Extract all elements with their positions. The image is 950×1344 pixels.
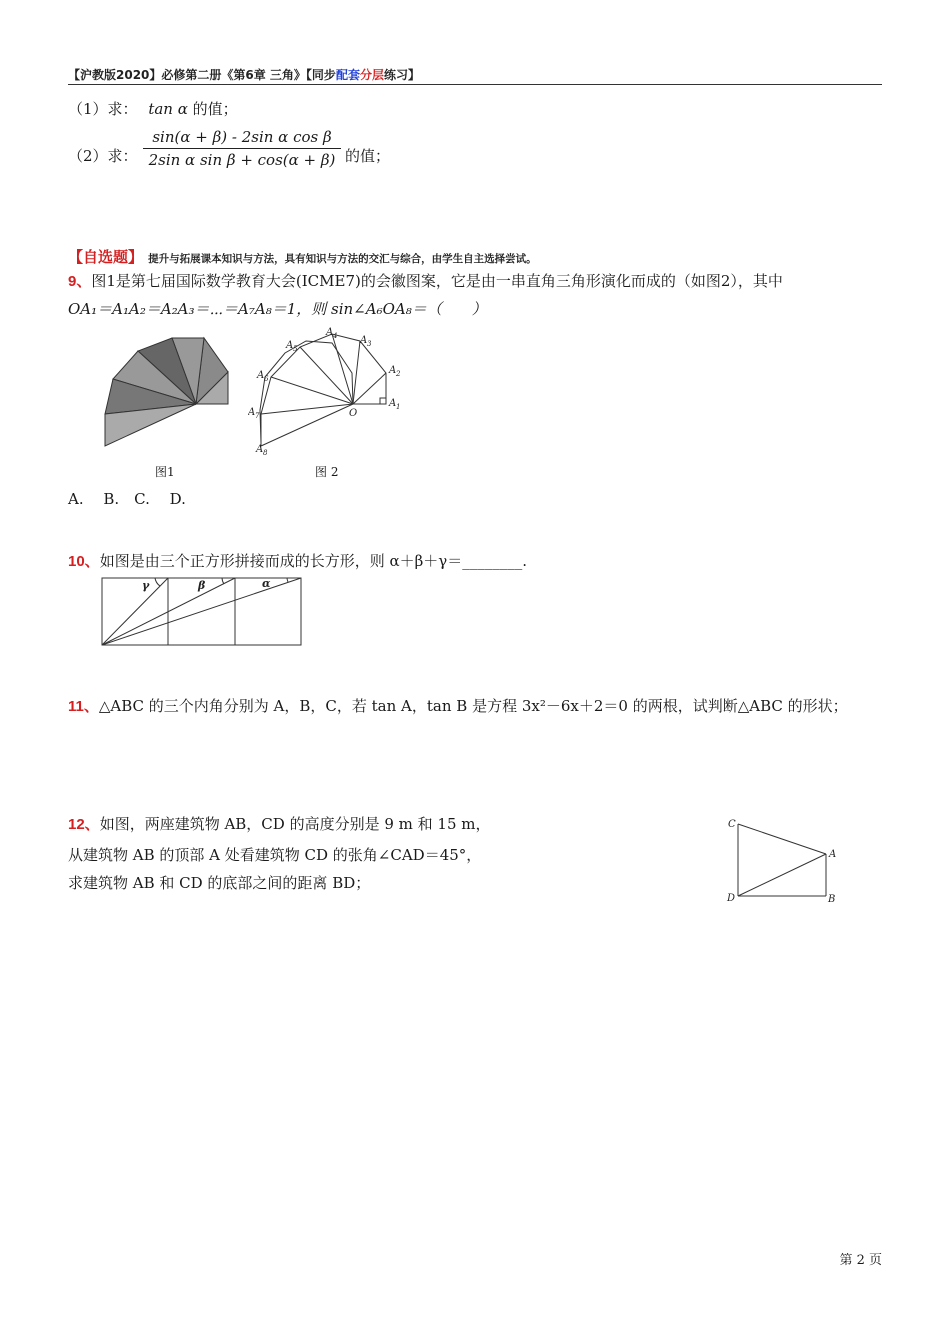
fig2-label-O: O bbox=[349, 408, 358, 419]
q10-label-beta: β bbox=[198, 579, 206, 592]
svg-text:8: 8 bbox=[263, 449, 268, 457]
fig2-ray-OA2 bbox=[353, 373, 386, 404]
fig2-right-angle-A1 bbox=[380, 398, 386, 404]
header-tail: 练习】 bbox=[383, 68, 420, 82]
header-highlight-red: 分层 bbox=[359, 68, 384, 82]
section-heading bbox=[68, 246, 537, 267]
fig2-caption: 图 2 bbox=[315, 465, 339, 479]
header-rule bbox=[68, 84, 882, 85]
q10-arc-alpha bbox=[287, 578, 288, 582]
q12-line-DA bbox=[738, 854, 826, 896]
svg-text:3: 3 bbox=[367, 340, 372, 348]
q9-options: A. B. C. D. bbox=[68, 490, 186, 508]
sub2-fraction bbox=[143, 128, 341, 169]
section-desc: 提升与拓展课本知识与方法，具有知识与方法的交汇与综合，由学生自主选择尝试。 bbox=[148, 253, 537, 265]
q12-line-CA bbox=[738, 824, 826, 854]
q12-line3: 求建筑物 AB 和 CD 的底部之间的距离 BD； bbox=[68, 874, 371, 892]
q10-line bbox=[68, 550, 527, 571]
svg-text:2: 2 bbox=[396, 370, 401, 378]
q12-label-D: D bbox=[727, 893, 736, 904]
fig2-label-A8: A bbox=[256, 444, 264, 455]
fig1-caption: 图1 bbox=[155, 465, 175, 479]
fig2-label-A5: A bbox=[286, 340, 294, 351]
q12-line1 bbox=[68, 813, 491, 834]
fig2-label-A6: A bbox=[257, 370, 265, 381]
fig2-label-A3: A bbox=[360, 335, 368, 346]
svg-text:4: 4 bbox=[333, 332, 338, 340]
sub2-denominator: 2sin α sin β + cos(α + β) bbox=[148, 151, 336, 169]
fig2-label-A1: A bbox=[389, 398, 397, 409]
sub2-label: （2）求： bbox=[68, 147, 138, 165]
q9-text1: 图1是第七届国际数学教育大会(ICME7)的会徽图案，它是由一串直角三角形演化而成的（如图2），其中 bbox=[91, 272, 783, 290]
q12-number: 12、 bbox=[68, 816, 100, 833]
sub1-label: （1）求： bbox=[68, 100, 138, 118]
svg-text:7: 7 bbox=[255, 412, 260, 420]
q10-figure bbox=[100, 576, 304, 648]
sub1-expr: tan α bbox=[148, 100, 188, 118]
page-number: 第 2 页 bbox=[839, 1253, 882, 1268]
fig2-ray-OA8 bbox=[261, 404, 353, 446]
q12-text1: 如图，两座建筑物 AB，CD 的高度分别是 9 m 和 15 m， bbox=[99, 815, 491, 833]
q9-figure2 bbox=[248, 322, 408, 460]
fig2-ray-OA3 bbox=[353, 341, 360, 404]
svg-text:6: 6 bbox=[264, 375, 269, 383]
q12-label-C: C bbox=[728, 819, 736, 830]
q12-figure bbox=[724, 814, 844, 908]
fig2-label-A4: A bbox=[326, 327, 334, 338]
q10-label-gamma: γ bbox=[142, 579, 150, 592]
q10-number: 10、 bbox=[68, 553, 100, 570]
sub2-tail: 的值； bbox=[345, 147, 391, 165]
q11-line bbox=[68, 695, 848, 716]
q10-arc-gamma bbox=[155, 578, 160, 586]
q10-label-alpha: α bbox=[262, 577, 271, 590]
section-tag: 【自选题】 bbox=[68, 248, 144, 266]
q11-text: △ABC 的三个内角分别为 A，B，C，若 tan A，tan B 是方程 3x²－6x＋2＝0 的两根，试判断△ABC 的形状； bbox=[98, 697, 848, 715]
fraction-bar bbox=[143, 148, 341, 149]
fig2-outer-path bbox=[260, 341, 386, 443]
header-highlight-blue: 配套 bbox=[335, 68, 360, 82]
q12-label-B: B bbox=[828, 894, 836, 905]
q9-line2: OA₁＝A₁A₂＝A₂A₃＝⋯＝A₇A₈＝1，则 sin∠A₆OA₈＝（ ） bbox=[68, 300, 487, 318]
q12-line2: 从建筑物 AB 的顶部 A 处看建筑物 CD 的张角∠CAD＝45°， bbox=[68, 846, 482, 864]
q9-figure1 bbox=[98, 334, 238, 452]
fig2-ray-OA7 bbox=[261, 404, 353, 414]
fig2-label-A7: A bbox=[248, 407, 256, 418]
svg-text:5: 5 bbox=[293, 345, 298, 353]
page-header bbox=[68, 66, 420, 83]
q-prev-sub1 bbox=[68, 98, 238, 119]
header-title: 【沪教版2020】必修第二册《第6章 三角》【同步 bbox=[68, 68, 336, 82]
fig2-label-A2: A bbox=[389, 365, 397, 376]
sub2-numerator: sin(α + β) - 2sin α cos β bbox=[152, 128, 332, 146]
q10-diagonal-gamma bbox=[102, 578, 168, 645]
q9-line1 bbox=[68, 270, 783, 291]
q11-number: 11、 bbox=[68, 698, 99, 715]
sub1-tail: 的值； bbox=[192, 100, 238, 118]
q10-arc-beta bbox=[222, 578, 224, 584]
q12-label-A: A bbox=[829, 849, 837, 860]
q9-number: 9、 bbox=[68, 273, 92, 290]
q10-text: 如图是由三个正方形拼接而成的长方形，则 α＋β＋γ＝________. bbox=[99, 552, 527, 570]
svg-text:1: 1 bbox=[396, 403, 401, 411]
